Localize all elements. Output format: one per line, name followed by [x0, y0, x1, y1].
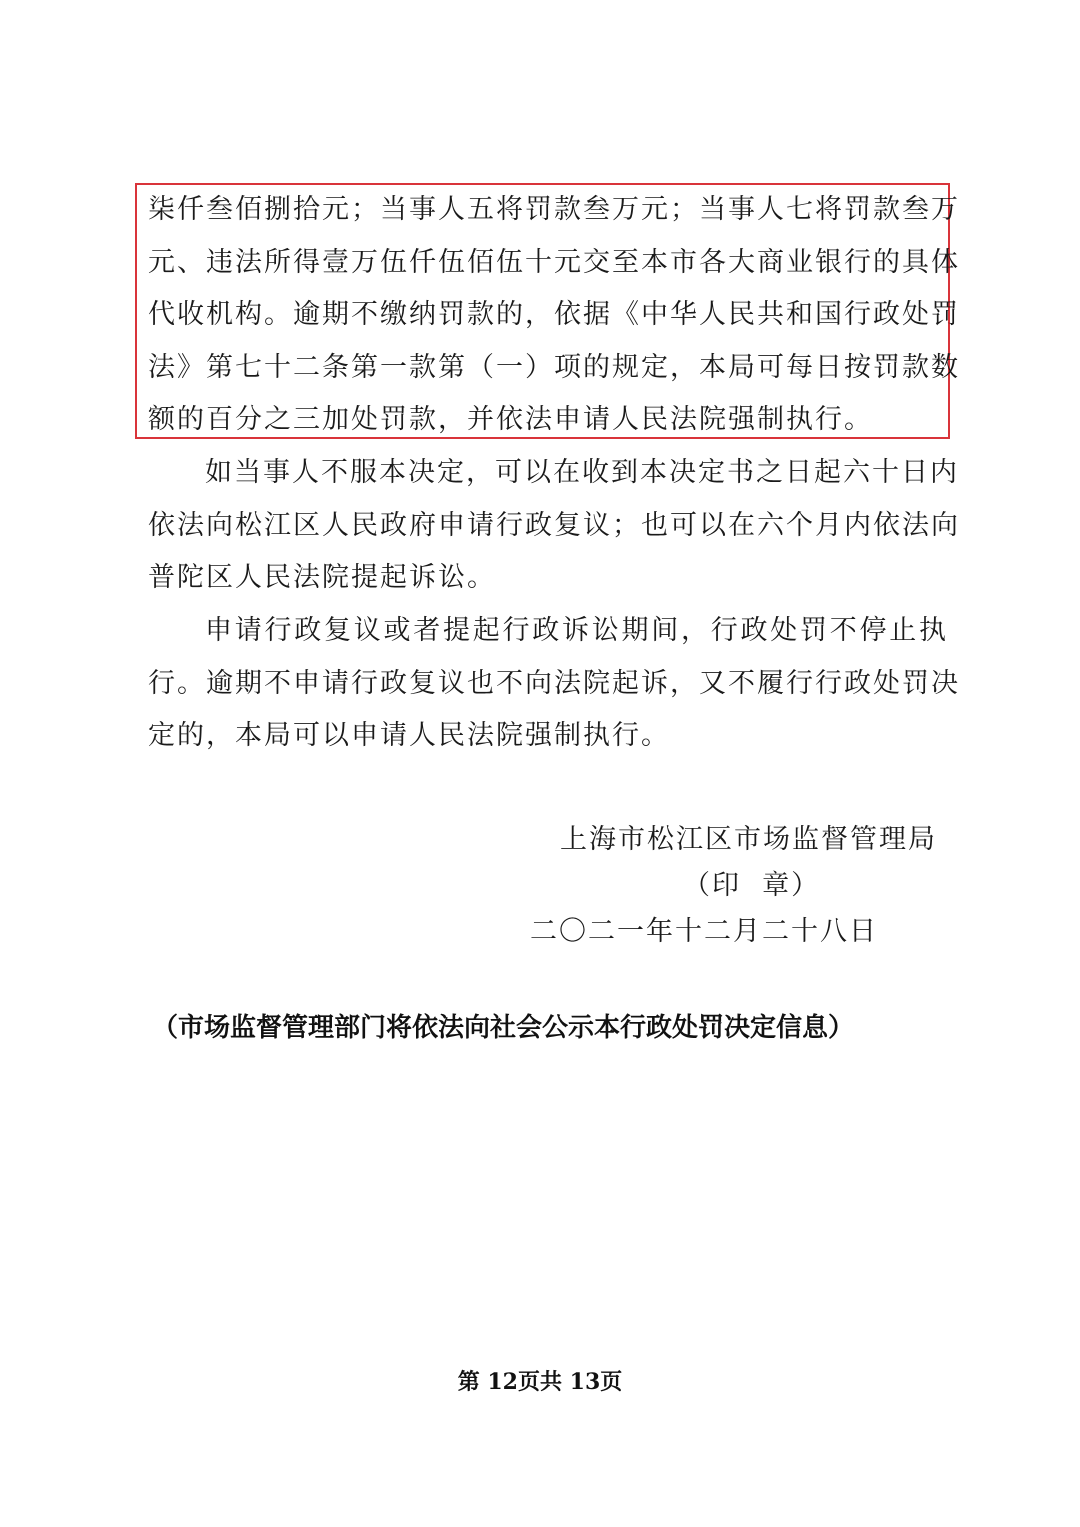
text-line: 定的，本局可以申请人民法院强制执行。: [148, 720, 670, 751]
seal-label: （印 章）: [683, 870, 821, 901]
text-line: 法》第七十二条第一款第（一）项的规定，本局可每日按罚款数: [148, 352, 960, 383]
text-line: 依法向松江区人民政府申请行政复议；也可以在六个月内依法向: [148, 510, 960, 541]
text-line: 代收机构。逾期不缴纳罚款的，依据《中华人民共和国行政处罚: [148, 299, 960, 330]
issuing-authority: 上海市松江区市场监督管理局: [560, 824, 937, 855]
text-line: 柒仟叁佰捌拾元；当事人五将罚款叁万元；当事人七将罚款叁万: [148, 194, 960, 225]
text-line: 普陀区人民法院提起诉讼。: [148, 562, 496, 593]
text-line: 额的百分之三加处罚款，并依法申请人民法院强制执行。: [148, 404, 873, 435]
page-number: 第 12页共 13页: [457, 1369, 623, 1395]
text-line: 如当事人不服本决定，可以在收到本决定书之日起六十日内: [205, 457, 959, 488]
issue-date: 二〇二一年十二月二十八日: [530, 916, 878, 947]
text-line: 行。逾期不申请行政复议也不向法院起诉，又不履行行政处罚决: [148, 668, 960, 699]
text-line: 元、违法所得壹万伍仟伍佰伍十元交至本市各大商业银行的具体: [148, 247, 960, 278]
public-notice: （市场监督管理部门将依法向社会公示本行政处罚决定信息）: [152, 1013, 855, 1043]
text-line: 申请行政复议或者提起行政诉讼期间，行政处罚不停止执: [205, 615, 948, 646]
